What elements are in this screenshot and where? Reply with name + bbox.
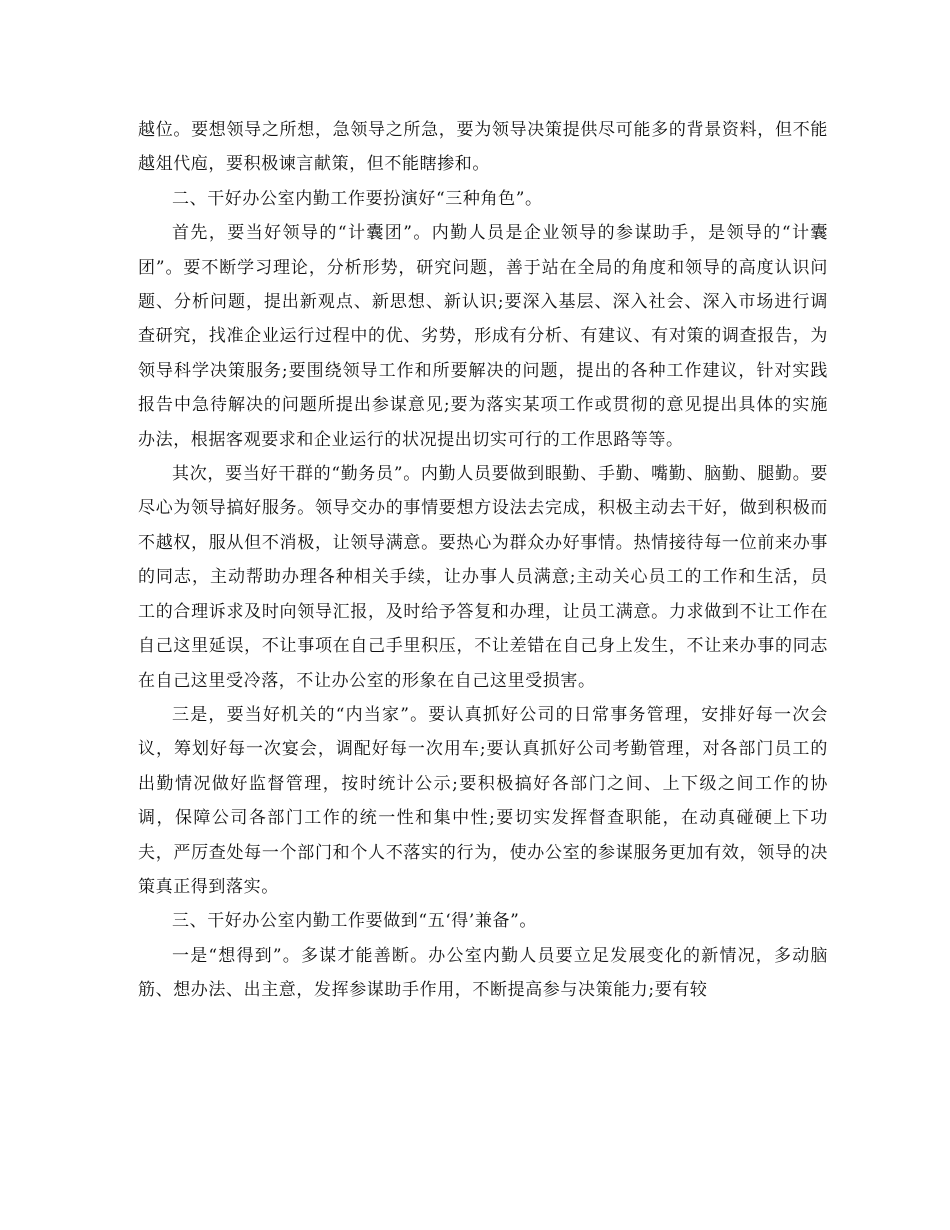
paragraph-first-de: 一是“想得到”。多谋才能善断。办公室内勤人员要立足发展变化的新情况，多动脑筋、想办法、出主意，发挥参谋助手作用，不断提高参与决策能力;要有较	[138, 945, 828, 1001]
document-page	[138, 113, 828, 1008]
section-heading-two: 二、干好办公室内勤工作要扮演好“三种角色”。	[172, 188, 543, 209]
paragraph-first-role: 首先，要当好领导的“计囊团”。内勤人员是企业领导的参谋助手，是领导的“计囊团”。要不断学习理论，分析形势，研究问题，善于站在全局的角度和领导的高度认识问题、分析问题，提出新观点、新思想、新认识;要深入基层、深入社会、深入市场进行调查研究，找准企业运行过程中的优、劣势，形成有分析、有建议、有对策的调查报告，为领导科学决策服务;要围绕领导工作和所要解决的问题，提出的各种工作建议，针对实践报告中急待解决的问题所提出参谋意见;要为落实某项工作或贯彻的意见提出具体的实施办法，根据客观要求和企业运行的状况提出切实可行的工作思路等等。	[138, 223, 828, 450]
paragraph-second-role: 其次，要当好干群的“勤务员”。内勤人员要做到眼勤、手勤、嘴勤、脑勤、腿勤。要尽心为领导搞好服务。领导交办的事情要想方设法去完成，积极主动去干好，做到积极而不越权，服从但不消极，让领导满意。要热心为群众办好事情。热情接待每一位前来办事的同志，主动帮助办理各种相关手续，让办事人员满意;主动关心员工的工作和生活，员工的合理诉求及时向领导汇报，及时给予答复和办理，让员工满意。力求做到不让工作在自己这里延误，不让事项在自己手里积压，不让差错在自己身上发生，不让来办事的同志在自己这里受冷落，不让办公室的形象在自己这里受损害。	[138, 464, 828, 691]
paragraph-continuation: 越位。要想领导之所想，急领导之所急，要为领导决策提供尽可能多的背景资料，但不能越俎代庖，要积极谏言献策，但不能瞎掺和。	[138, 120, 828, 175]
section-heading-three: 三、干好办公室内勤工作要做到“五‘得’兼备”。	[172, 911, 537, 932]
paragraph-third-role: 三是，要当好机关的“内当家”。要认真抓好公司的日常事务管理，安排好每一次会议，筹划好每一次宴会，调配好每一次用车;要认真抓好公司考勤管理，对各部门员工的出勤情况做好监督管理，按时统计公示;要积极搞好各部门之间、上下级之间工作的协调，保障公司各部门工作的统一性和集中性;要切实发挥督查职能，在动真碰硬上下功夫，严厉查处每一个部门和个人不落实的行为，使办公室的参谋服务更加有效，领导的决策真正得到落实。	[138, 704, 828, 897]
